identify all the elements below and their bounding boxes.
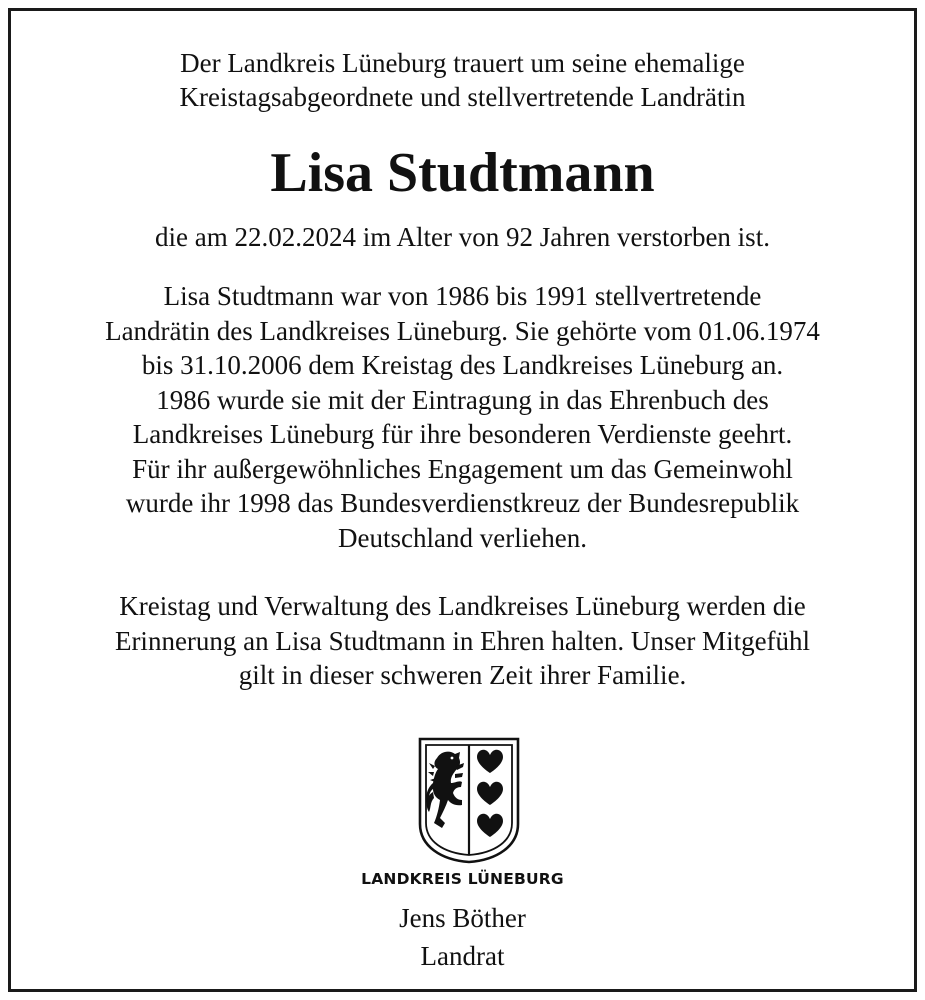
bio-line: Landkreises Lüneburg für ihre besonderen Verdienste geehrt. — [132, 419, 793, 449]
intro-line: Der Landkreis Lüneburg trauert um seine ehemalige — [180, 48, 745, 78]
bio-line: bis 31.10.2006 dem Kreistag des Landkreises Lüneburg an. — [141, 350, 784, 380]
coat-of-arms-icon — [417, 736, 521, 864]
closing-line: Erinnerung an Lisa Studtmann in Ehren halten. Unser Mitgefühl — [114, 625, 811, 656]
death-line: die am 22.02.2024 im Alter von 92 Jahren verstorben ist. — [155, 222, 770, 252]
hearts-icon — [477, 750, 503, 837]
signature-block — [11, 899, 914, 975]
bio-line: Deutschland verliehen. — [338, 522, 587, 553]
intro-text — [11, 46, 914, 114]
biography-text — [11, 279, 914, 555]
intro-line: Kreistagsabgeordnete und stellvertretende Landrätin — [179, 82, 746, 112]
signer-name: Jens Böther — [399, 903, 526, 933]
obituary-notice — [8, 8, 917, 992]
bio-line: Lisa Studtmann war von 1986 bis 1991 stellvertretende — [163, 281, 762, 311]
closing-line: gilt in dieser schweren Zeit ihrer Familie. — [238, 660, 687, 690]
closing-text — [11, 589, 914, 693]
closing-line: Kreistag und Verwaltung des Landkreises Lüneburg werden die — [119, 591, 806, 621]
bio-line: Für ihr außergewöhnliches Engagement um das Gemeinwohl — [132, 453, 793, 484]
deceased-name: Lisa Studtmann — [270, 142, 655, 204]
organization-name: LANDKREIS LÜNEBURG — [361, 870, 564, 888]
bio-line: 1986 wurde sie mit der Eintragung in das Ehrenbuch des — [156, 384, 769, 415]
lion-eye — [451, 757, 454, 760]
signer-title: Landrat — [420, 941, 505, 971]
bio-line: Landrätin des Landkreises Lüneburg. Sie gehörte vom 01.06.1974 — [105, 315, 820, 346]
bio-line: wurde ihr 1998 das Bundesverdienstkreuz der Bundesrepublik — [125, 488, 800, 518]
